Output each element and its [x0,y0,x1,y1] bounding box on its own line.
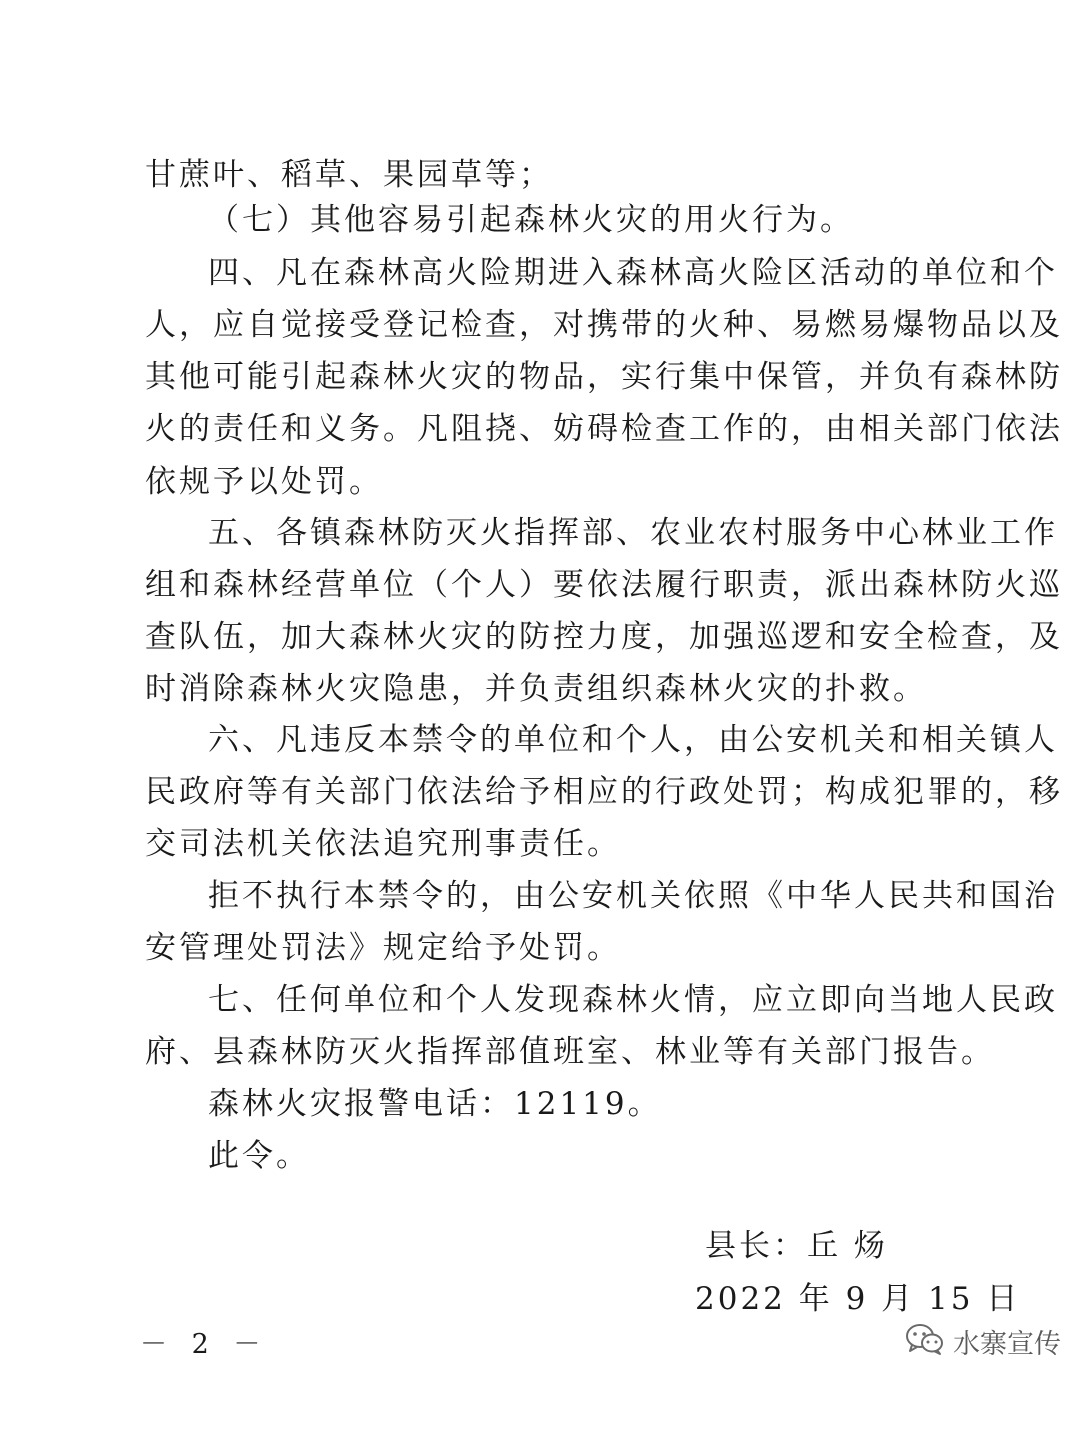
signature-title: 县长：丘 炀 [705,1228,888,1264]
body-line: 五、各镇森林防灭火指挥部、农业农村服务中心林业工作 [208,515,1058,551]
body-line: 安管理处罚法》规定给予处罚。 [145,930,621,966]
body-line: 时消除森林火灾隐患，并负责组织森林火灾的扑救。 [145,671,927,707]
body-line: 森林火灾报警电话：12119。 [208,1086,662,1122]
body-line: 拒不执行本禁令的，由公安机关依照《中华人民共和国治 [208,878,1058,914]
body-line: 四、凡在森林高火险期进入森林高火险区活动的单位和个 [208,255,1058,291]
body-line: 七、任何单位和个人发现森林火情，应立即向当地人民政 [208,982,1058,1018]
body-line: 其他可能引起森林火灾的物品，实行集中保管，并负有森林防 [145,359,1063,395]
body-line: 火的责任和义务。凡阻挠、妨碍检查工作的，由相关部门依法 [145,411,1063,447]
body-line: 交司法机关依法追究刑事责任。 [145,826,621,862]
wechat-icon [905,1323,945,1361]
body-line: 府、县森林防灭火指挥部值班室、林业等有关部门报告。 [145,1034,995,1070]
watermark-text: 水寨宣传 [953,1329,1061,1360]
body-line: （七）其他容易引起森林火灾的用火行为。 [208,202,854,238]
body-line: 六、凡违反本禁令的单位和个人，由公安机关和相关镇人 [208,722,1058,758]
body-line: 民政府等有关部门依法给予相应的行政处罚；构成犯罪的，移 [145,774,1063,810]
body-line: 甘蔗叶、稻草、果园草等； [145,157,553,193]
body-line: 查队伍，加大森林火灾的防控力度，加强巡逻和安全检查，及 [145,619,1063,655]
page-number: － 2 － [140,1329,269,1360]
body-line: 组和森林经营单位（个人）要依法履行职责，派出森林防火巡 [145,567,1063,603]
watermark [905,1322,1061,1361]
body-line: 此令。 [208,1138,310,1174]
signature-date: 2022 年 9 月 15 日 [695,1281,1021,1317]
body-line: 依规予以处罚。 [145,464,383,500]
body-line: 人，应自觉接受登记检查，对携带的火种、易燃易爆物品以及 [145,307,1063,343]
